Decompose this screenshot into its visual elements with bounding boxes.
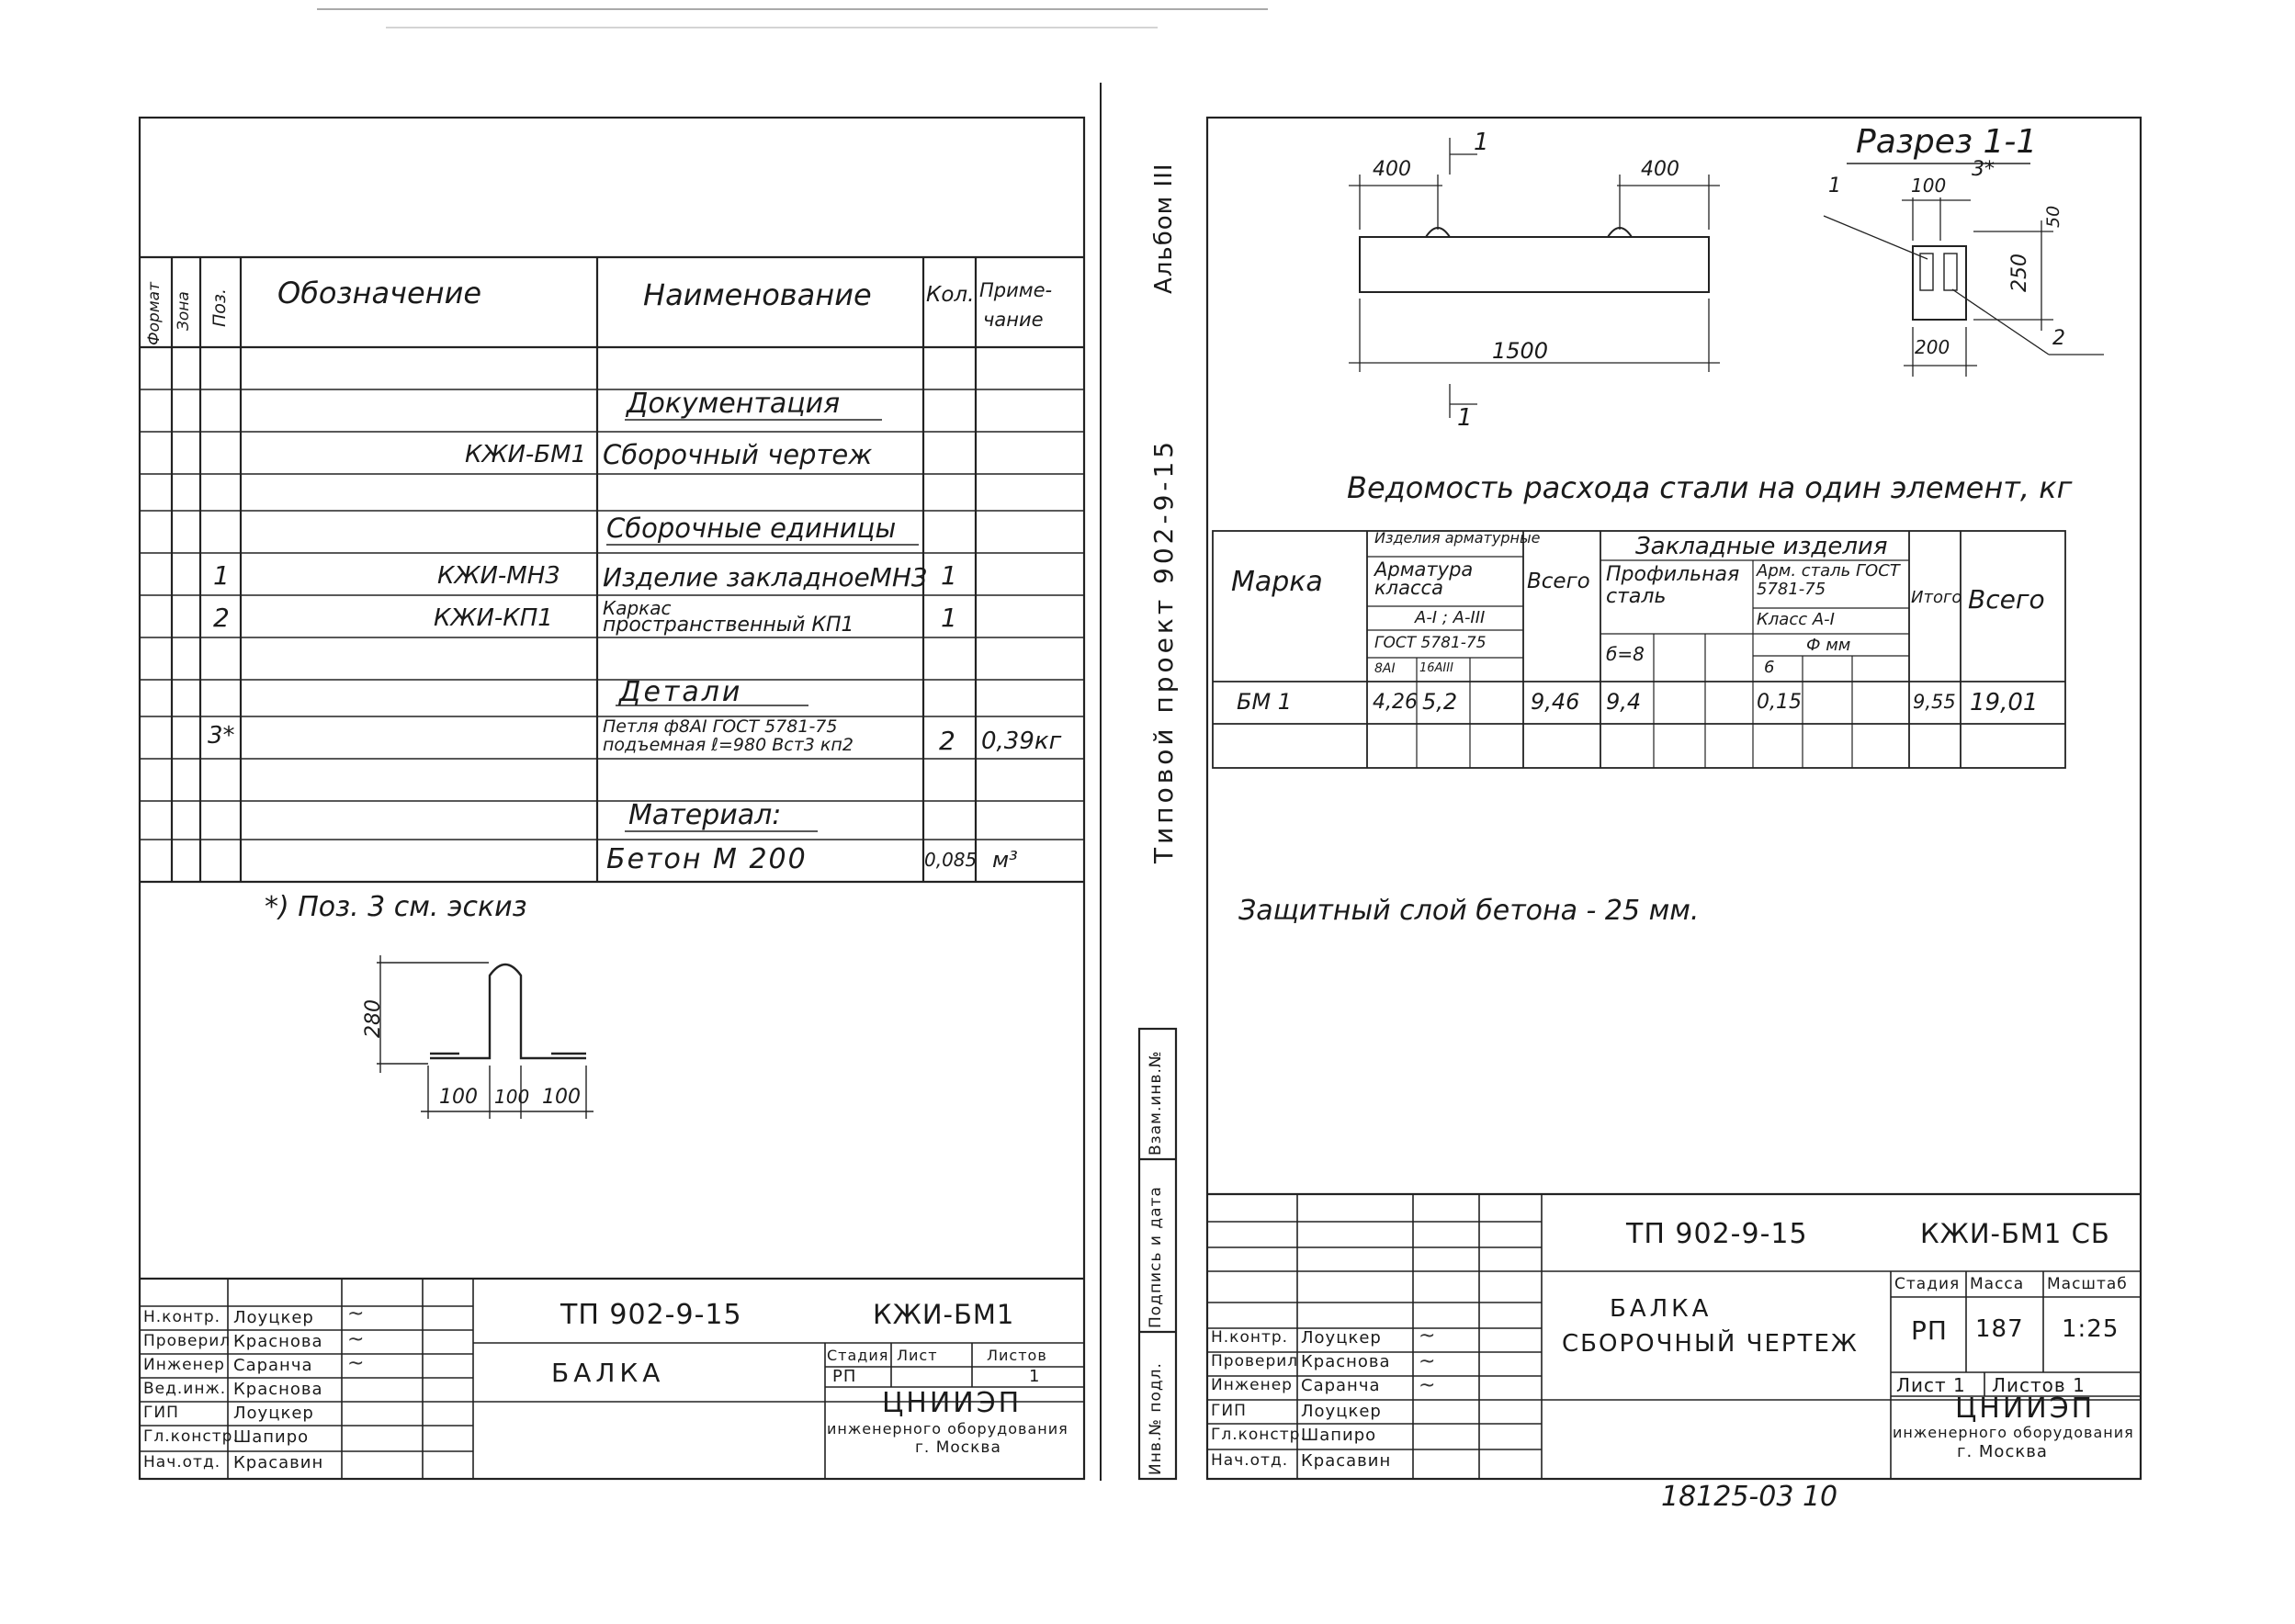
td-d2: 5,2 <box>1422 689 1458 715</box>
pos1-number: 1 <box>213 560 230 591</box>
material-concrete: Бетон М 200 <box>606 843 808 875</box>
th-prof: Профильная сталь <box>1606 563 1740 608</box>
right-sheet-number: Лист 1 <box>1896 1374 1966 1396</box>
stamp-role-5: ГИП <box>143 1404 179 1422</box>
concrete-qty: 0,085 <box>924 849 978 871</box>
left-drawing-title: БАЛКА <box>551 1358 665 1388</box>
th-arm-class: Арматура класса <box>1374 558 1474 599</box>
col-format-header: Формат <box>145 282 164 345</box>
pos3-number: 3* <box>208 722 235 750</box>
left-sheet-header: Лист <box>897 1347 938 1364</box>
stamp-name-2: Краснова <box>233 1332 323 1351</box>
pos2-code: КЖИ-КП1 <box>434 604 553 632</box>
right-name-4: Лоуцкер <box>1301 1402 1382 1421</box>
doc-name: Сборочный чертеж <box>603 439 873 470</box>
stamp-role-3: Инженер <box>143 1356 225 1374</box>
left-project-number: ТП 902-9-15 <box>560 1299 742 1331</box>
right-signature-1: ~ <box>1419 1325 1436 1348</box>
th-itogo: Итого <box>1911 588 1962 607</box>
right-name-1: Лоуцкер <box>1301 1328 1382 1348</box>
beam-dim-length: 1500 <box>1492 338 1549 364</box>
td-vsego-1: 9,46 <box>1531 689 1580 715</box>
th-zakl: Закладные изделия <box>1635 533 1888 560</box>
section-assembly-units: Сборочные единицы <box>606 513 897 544</box>
col-note-header-2: чание <box>983 309 1044 331</box>
td-arm-6: 0,15 <box>1757 691 1802 714</box>
section-title: Разрез 1-1 <box>1856 123 2038 161</box>
sketch-dim-b: 100 <box>494 1086 530 1108</box>
right-role-4: ГИП <box>1211 1402 1247 1420</box>
pos1-code: КЖИ-МН3 <box>437 562 560 590</box>
right-signature-3: ~ <box>1419 1374 1436 1397</box>
col-note-header-1: Приме- <box>979 279 1053 301</box>
left-drawing-code: КЖИ-БМ1 <box>873 1299 1015 1330</box>
stamp-col-replace-inv: Взам.инв.№ <box>1147 1050 1165 1156</box>
section-mark-top: 1 <box>1474 129 1489 156</box>
pos2-name-b: пространственный КП1 <box>603 614 854 637</box>
pos3-name-b: подъемная ℓ=980 Вст3 кп2 <box>603 735 854 755</box>
th-fmm: Ф мм <box>1806 636 1851 655</box>
album-label: Альбом III <box>1150 163 1178 294</box>
right-role-2: Проверил <box>1211 1352 1299 1370</box>
pos1-name: Изделие закладноеМН3 <box>603 562 928 592</box>
concrete-unit: м³ <box>992 847 1018 873</box>
pos3-name-a: Петля ф8AI ГОСТ 5781-75 <box>603 716 838 737</box>
td-d1: 4,26 <box>1373 691 1418 714</box>
sketch-dim-c: 100 <box>542 1086 581 1109</box>
right-title-1: БАЛКА <box>1610 1295 1713 1323</box>
right-drawing-code: КЖИ-БМ1 СБ <box>1920 1218 2110 1249</box>
sketch-dim-a: 100 <box>439 1086 478 1109</box>
right-project-number: ТП 902-9-15 <box>1626 1218 1808 1250</box>
col-pos-header: Поз. <box>209 288 230 327</box>
th-d2: 16AIII <box>1419 661 1453 675</box>
right-name-5: Шапиро <box>1301 1426 1377 1445</box>
left-org-line3: г. Москва <box>915 1438 1001 1457</box>
stamp-col-signature-date: Подпись и дата <box>1147 1186 1165 1328</box>
section-dim-50: 50 <box>2043 205 2063 228</box>
pos1-qty: 1 <box>941 560 957 591</box>
col-zone-header: Зона <box>175 291 193 331</box>
left-stage-header: Стадия <box>827 1347 889 1364</box>
section-pos2: 2 <box>2052 327 2065 350</box>
td-marka: БМ 1 <box>1237 689 1293 715</box>
right-signature-2: ~ <box>1419 1350 1436 1373</box>
right-mass: 187 <box>1975 1315 2024 1343</box>
section-dim-top: 100 <box>1911 175 1947 197</box>
right-name-3: Саранча <box>1301 1376 1381 1395</box>
td-vsego-2: 19,01 <box>1970 689 2039 716</box>
stamp-role-4: Вед.инж. <box>143 1380 227 1398</box>
pos3-qty: 2 <box>939 726 955 756</box>
right-name-6: Красавин <box>1301 1451 1392 1471</box>
left-sheets: 1 <box>1029 1367 1041 1386</box>
beam-dim-right: 400 <box>1641 158 1679 181</box>
right-scale-header: Масштаб <box>2047 1275 2128 1293</box>
project-label: Типовой проект 902-9-15 <box>1148 437 1179 863</box>
left-org-line2: инженерного оборудования <box>827 1420 1068 1438</box>
th-d1: 8AI <box>1374 661 1396 676</box>
stamp-name-3: Саранча <box>233 1356 313 1375</box>
section-documentation: Документация <box>627 388 841 420</box>
pos3-note: 0,39кг <box>981 727 1062 755</box>
pos2-number: 2 <box>213 603 230 633</box>
th-f6: 6 <box>1764 658 1775 677</box>
order-number: 18125-03 10 <box>1661 1481 1838 1513</box>
th-arm-steel: Арм. сталь ГОСТ 5781-75 <box>1757 561 1900 599</box>
stamp-role-7: Нач.отд. <box>143 1453 221 1472</box>
right-org-name: ЦНИИЭП <box>1955 1393 2096 1425</box>
signature-2: ~ <box>347 1328 365 1351</box>
right-stage-header: Стадия <box>1894 1275 1961 1293</box>
th-gost: ГОСТ 5781-75 <box>1374 634 1487 652</box>
right-role-5: Гл.констр. <box>1211 1426 1306 1444</box>
right-sheets-total: Листов 1 <box>1992 1374 2086 1396</box>
right-role-3: Инженер <box>1211 1376 1293 1394</box>
right-title-2: СБОРОЧНЫЙ ЧЕРТЕЖ <box>1562 1330 1859 1358</box>
right-stage: РП <box>1911 1315 1948 1346</box>
td-prof: 9,4 <box>1606 689 1642 715</box>
stamp-role-2: Проверил <box>143 1332 232 1350</box>
stamp-col-inv-orig: Инв.№ подл. <box>1147 1362 1165 1475</box>
doc-code: КЖИ-БМ1 <box>465 441 587 468</box>
section-pos3: 3* <box>1972 158 1995 181</box>
th-klass: Класс А-I <box>1757 610 1835 629</box>
signature-1: ~ <box>347 1303 365 1325</box>
section-pos1: 1 <box>1828 175 1841 197</box>
right-mass-header: Масса <box>1970 1275 2025 1293</box>
th-prof-sub: б=8 <box>1606 643 1645 665</box>
th-vsego-1: Всего <box>1527 570 1590 593</box>
left-sheet-frame <box>140 118 1084 1479</box>
sketch-note: *) Поз. 3 см. эскиз <box>265 891 527 923</box>
col-name-header: Наименование <box>643 277 872 312</box>
right-role-1: Н.контр. <box>1211 1328 1289 1347</box>
section-dim-200: 200 <box>1915 336 1950 358</box>
steel-table-title: Ведомость расхода стали на один элемент, кг <box>1347 470 2073 505</box>
stamp-name-5: Лоуцкер <box>233 1404 314 1423</box>
th-vsego-2: Всего <box>1968 584 2045 615</box>
right-org-line3: г. Москва <box>1957 1442 2048 1461</box>
pos2-name-a: Каркас <box>603 597 672 619</box>
th-izd-arm: Изделия арматурные <box>1374 529 1541 547</box>
stamp-role-6: Гл.констр. <box>143 1427 239 1446</box>
signature-3: ~ <box>347 1352 365 1375</box>
section-material: Материал: <box>628 799 782 831</box>
section-details: Детали <box>619 676 743 708</box>
th-arm-sub: А-I ; А-III <box>1415 608 1486 627</box>
section-mark-bottom: 1 <box>1457 404 1473 432</box>
left-stage: РП <box>832 1367 857 1386</box>
section-dim-250: 250 <box>2008 254 2031 292</box>
stamp-name-6: Шапиро <box>233 1427 310 1447</box>
th-marka: Марка <box>1231 566 1323 598</box>
right-scale: 1:25 <box>2062 1315 2120 1343</box>
protective-layer-note: Защитный слой бетона - 25 мм. <box>1238 895 1700 927</box>
td-itogo: 9,55 <box>1913 691 1956 713</box>
stamp-role-1: Н.контр. <box>143 1308 221 1326</box>
col-designation-header: Обозначение <box>277 276 482 310</box>
right-role-6: Нач.отд. <box>1211 1451 1289 1470</box>
col-qty-header: Кол. <box>926 283 975 307</box>
sketch-dim-height: 280 <box>362 999 385 1038</box>
stamp-name-7: Красавин <box>233 1453 324 1472</box>
beam-dim-left: 400 <box>1373 158 1411 181</box>
stamp-name-4: Краснова <box>233 1380 323 1399</box>
left-org-name: ЦНИИЭП <box>882 1387 1023 1419</box>
stamp-name-1: Лоуцкер <box>233 1308 314 1327</box>
right-org-line2: инженерного оборудования <box>1893 1424 2134 1441</box>
right-name-2: Краснова <box>1301 1352 1391 1371</box>
left-sheets-header: Листов <box>987 1347 1047 1364</box>
pos2-qty: 1 <box>941 603 957 633</box>
